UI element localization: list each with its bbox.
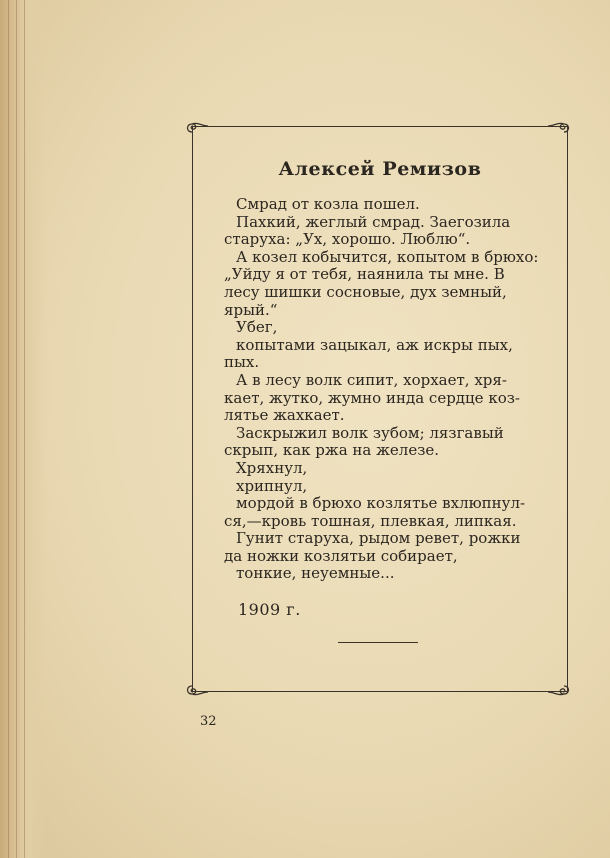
text-line: тонкие, неуемные... (236, 565, 395, 583)
page-number: 32 (200, 714, 217, 729)
text-line: да ножки козлятьи собирает, (224, 547, 458, 565)
corner-ornament-bottom-left (184, 672, 214, 702)
author-title: Алексей Ремизов (278, 158, 482, 180)
text-line: старуха: „Ух, хорошо. Люблю“. (224, 231, 471, 249)
text-line: Смрад от козла пошел. (236, 196, 420, 213)
text-line: Гунит старуха, рыдом ревет, рожки (236, 530, 521, 548)
text-line: лятье жахкает. (224, 407, 345, 425)
text-line: А козел кобычится, копытом в брюхо: (236, 248, 539, 266)
text-line: кает, жутко, жумно инда сердце коз- (224, 389, 520, 407)
text-line: Заскрыжил волк зубом; лязгавый (236, 424, 504, 442)
text-line: ярый.“ (224, 301, 278, 319)
text-line: лесу шишки сосновые, дух земный, (224, 283, 507, 301)
text-line: ся,—кровь тошная, плевкая, липкая. (224, 512, 517, 530)
text-line: копытами зацыкал, аж искры пых, (236, 336, 513, 354)
spine-edge-line (24, 0, 25, 858)
poem-text (224, 196, 542, 583)
spine-edge-line (16, 0, 17, 858)
closing-rule (338, 642, 418, 643)
date-line: 1909 г. (238, 600, 301, 619)
corner-ornament-top-right (542, 116, 572, 146)
text-line: А в лесу волк сипит, хорхает, хря- (236, 371, 507, 389)
corner-ornament-top-left (184, 116, 214, 146)
text-line: Хряхнул, (236, 459, 308, 477)
text-line: хрипнул, (236, 477, 308, 495)
book-spine-shadow (0, 0, 46, 858)
text-line: мордой в брюхо козлятье вхлюпнул- (236, 495, 526, 513)
text-line: „Уйду я от тебя, наянила ты мне. В (224, 266, 505, 284)
corner-ornament-bottom-right (542, 672, 572, 702)
text-line: скрып, как ржа на железе. (224, 442, 440, 460)
text-line: Убег, (236, 319, 278, 337)
spine-edge-line (8, 0, 9, 858)
text-line: пых. (224, 354, 260, 372)
text-line: Пахкий, жеглый смрад. Заегозила (236, 213, 511, 231)
